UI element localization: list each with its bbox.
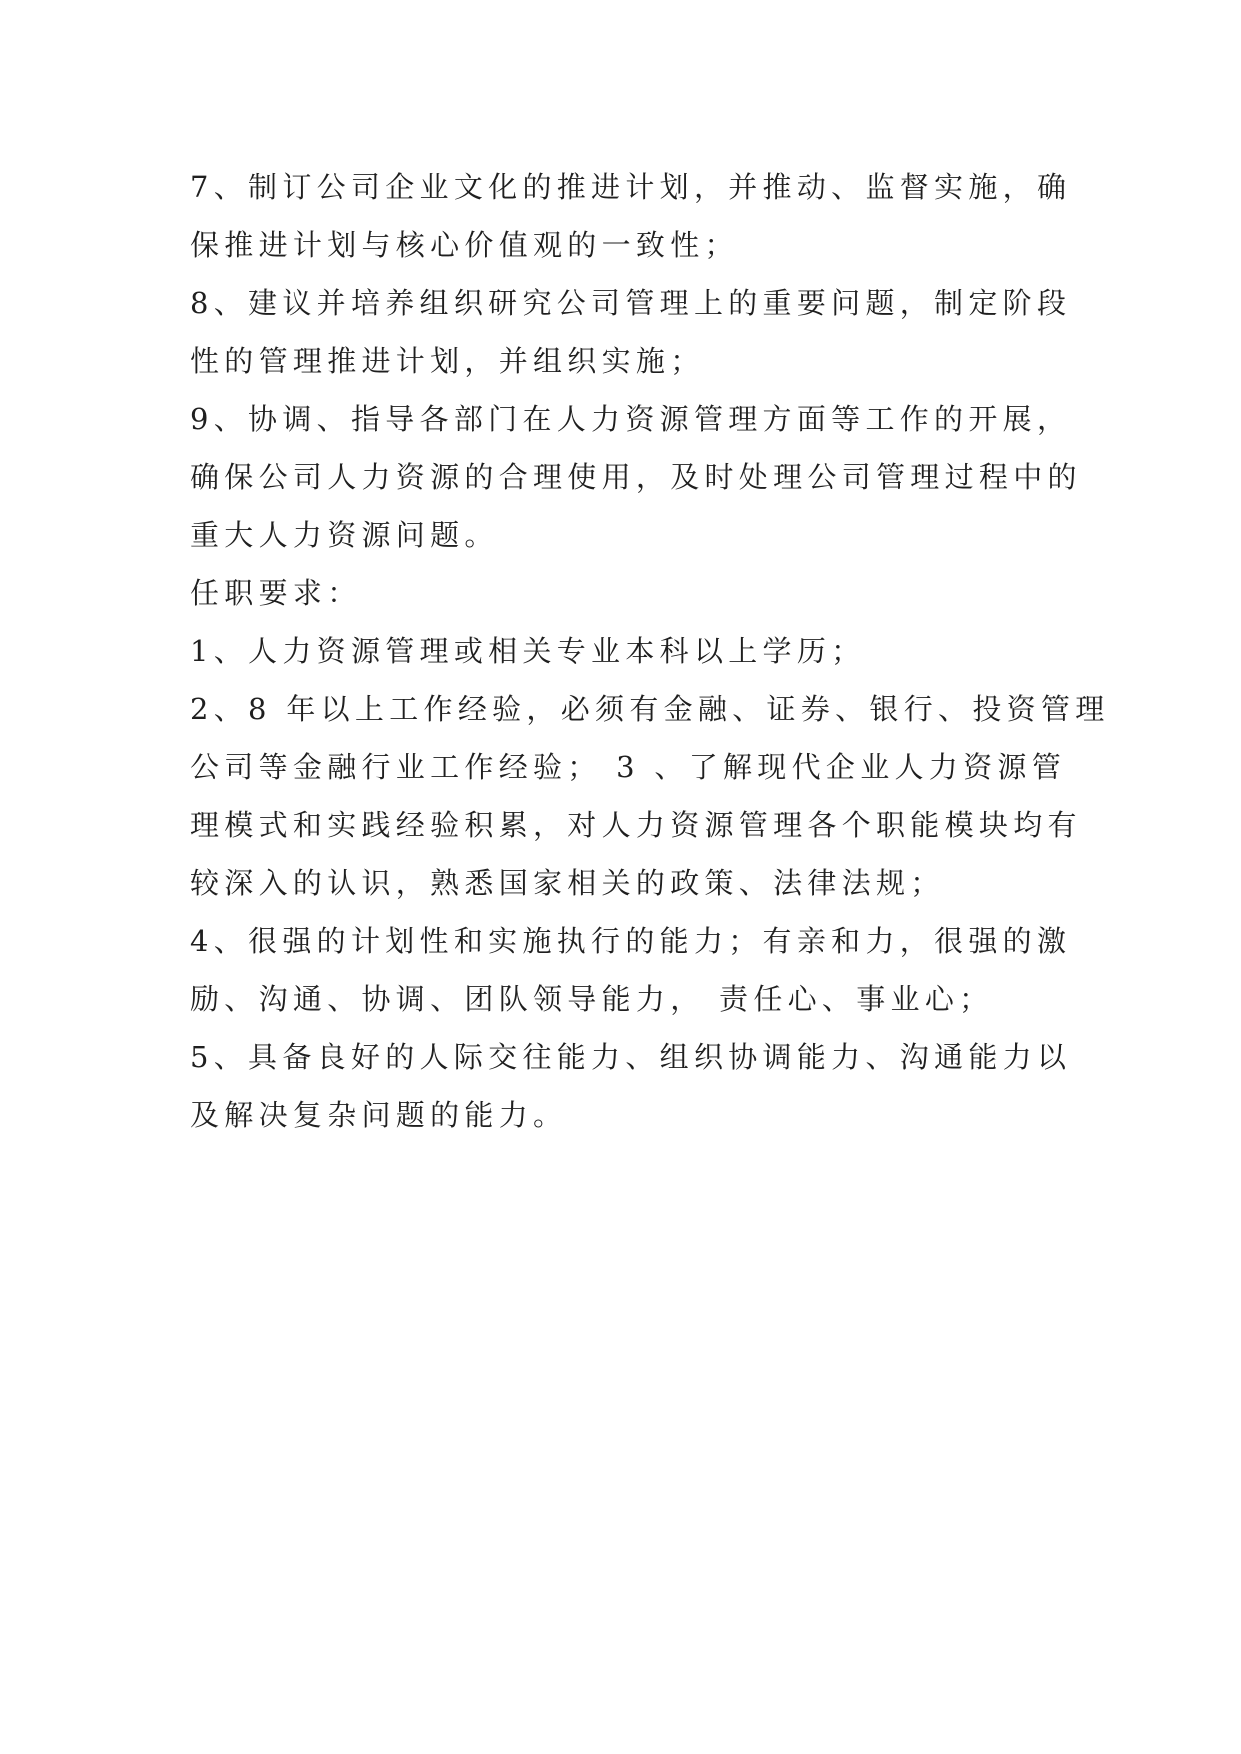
text-line: 7、制订公司企业文化的推进计划，并推动、监督实施，确 <box>190 170 1072 204</box>
text-line: 较深入的认识，熟悉国家相关的政策、法律法规； <box>190 866 945 900</box>
text-line: 4、很强的计划性和实施执行的能力；有亲和力，很强的激 <box>190 924 1072 958</box>
text-line: 1、人力资源管理或相关专业本科以上学历； <box>190 634 866 668</box>
text-line: 重大人力资源问题。 <box>190 518 499 552</box>
text-line: 9、协调、指导各部门在人力资源管理方面等工作的开展， <box>190 402 1072 436</box>
text-line: 5、具备良好的人际交往能力、组织协调能力、沟通能力以 <box>190 1040 1072 1074</box>
text-line: 公司等金融行业工作经验； 3 、了解现代企业人力资源管 <box>190 750 1066 784</box>
text-line: 励、沟通、协调、团队领导能力， 责任心、事业心； <box>190 982 994 1016</box>
text-line: 理模式和实践经验积累，对人力资源管理各个职能模块均有 <box>190 808 1082 842</box>
text-line: 保推进计划与核心价值观的一致性； <box>190 228 739 262</box>
text-line: 性的管理推进计划，并组织实施； <box>190 344 705 378</box>
text-line: 2、8 年以上工作经验，必须有金融、证券、银行、投资管理 <box>190 692 1110 726</box>
section-heading: 任职要求： <box>190 576 362 610</box>
text-line: 确保公司人力资源的合理使用，及时处理公司管理过程中的 <box>190 460 1082 494</box>
text-line: 8、建议并培养组织研究公司管理上的重要问题，制定阶段 <box>190 286 1072 320</box>
text-line: 及解决复杂问题的能力。 <box>190 1098 568 1132</box>
document-body <box>190 158 1110 1144</box>
